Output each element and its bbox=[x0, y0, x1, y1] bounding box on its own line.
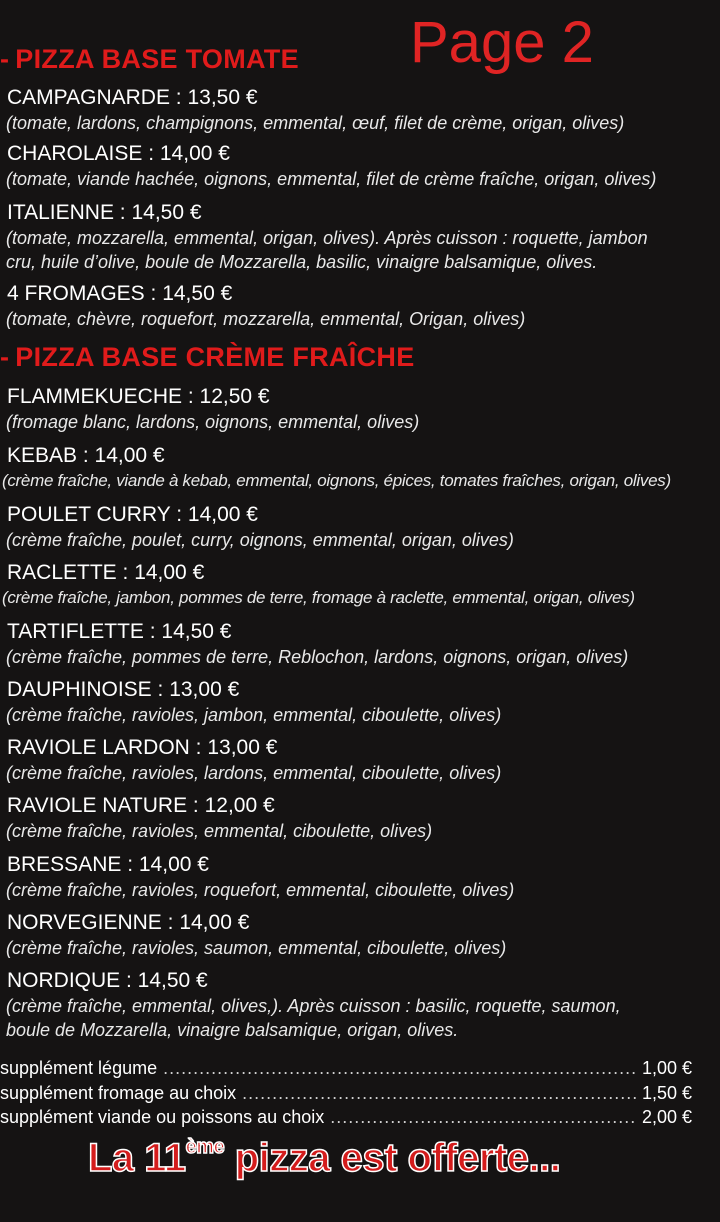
menu-item-raviole-lardon bbox=[0, 735, 720, 785]
page-label: Page 2 bbox=[410, 10, 594, 75]
menu-item-desc: (crème fraîche, ravioles, roquefort, emmental, ciboulette, olives) bbox=[6, 880, 515, 900]
menu-item-desc: (crème fraîche, poulet, curry, oignons, emmental, origan, olives) bbox=[6, 530, 514, 550]
menu-item-nordique bbox=[0, 968, 720, 1042]
supplement-price: 1,50 € bbox=[641, 1083, 692, 1103]
menu-item-name: NORVEGIENNE : 14,00 € bbox=[7, 911, 250, 934]
supplement-row bbox=[0, 1081, 692, 1105]
supplement-row bbox=[0, 1056, 692, 1080]
menu-item-desc: (crème fraîche, ravioles, saumon, emmental, ciboulette, olives) bbox=[6, 938, 507, 958]
menu-item-desc: (crème fraîche, viande à kebab, emmental, oignons, épices, tomates fraîches, origan, olives) bbox=[2, 471, 671, 490]
supplement-price: 1,00 € bbox=[641, 1058, 692, 1078]
menu-item-name: CAMPAGNARDE : 13,50 € bbox=[7, 86, 258, 109]
menu-item-desc: (tomate, viande hachée, oignons, emmental, filet de crème fraîche, origan, olives) bbox=[6, 169, 657, 189]
menu-item-name: TARTIFLETTE : 14,50 € bbox=[7, 620, 232, 643]
menu-item-desc: (crème fraîche, emmental, olives,). Après cuisson : basilic, roquette, saumon, bbox=[6, 996, 621, 1016]
menu-item-name: 4 FROMAGES : 14,50 € bbox=[7, 282, 233, 305]
menu-item-raclette bbox=[0, 560, 720, 610]
menu-item-italienne bbox=[0, 200, 720, 274]
menu-item-name: POULET CURRY : 14,00 € bbox=[7, 503, 258, 526]
promo-banner: La 11ème pizza est offerte... bbox=[88, 1136, 561, 1180]
menu-item-desc: (tomate, lardons, champignons, emmental, œuf, filet de crème, origan, olives) bbox=[6, 113, 625, 133]
menu-item-desc: (crème fraîche, ravioles, lardons, emmental, ciboulette, olives) bbox=[6, 763, 502, 783]
menu-item-desc: (crème fraîche, ravioles, emmental, ciboulette, olives) bbox=[6, 821, 433, 841]
dot-leader bbox=[242, 1081, 636, 1105]
menu-item-campagnarde bbox=[0, 85, 720, 135]
menu-item-name: ITALIENNE : 14,50 € bbox=[7, 201, 202, 224]
dot-leader bbox=[163, 1056, 636, 1080]
menu-item-desc: cru, huile d’olive, boule de Mozzarella, basilic, vinaigre balsamique, olives. bbox=[6, 252, 598, 272]
menu-item-bressane bbox=[0, 852, 720, 902]
dot-leader bbox=[330, 1105, 636, 1129]
menu-item-kebab bbox=[0, 443, 720, 493]
menu-item-poulet-curry bbox=[0, 502, 720, 552]
supplement-row bbox=[0, 1105, 692, 1129]
menu-item-name: RACLETTE : 14,00 € bbox=[7, 561, 205, 584]
menu-item-desc: (crème fraîche, ravioles, jambon, emmental, ciboulette, olives) bbox=[6, 705, 502, 725]
menu-item-desc: (crème fraîche, pommes de terre, Reblochon, lardons, oignons, origan, olives) bbox=[6, 647, 629, 667]
menu-item-raviole-nature bbox=[0, 793, 720, 843]
section-title-tomate: - PIZZA BASE TOMATE bbox=[0, 44, 299, 74]
menu-item-desc: (fromage blanc, lardons, oignons, emmental, olives) bbox=[6, 412, 420, 432]
menu-item-name: NORDIQUE : 14,50 € bbox=[7, 969, 208, 992]
menu-item-norvegienne bbox=[0, 910, 720, 960]
menu-item-charolaise bbox=[0, 141, 720, 191]
menu-item-tartiflette bbox=[0, 619, 720, 669]
menu-item-4-fromages bbox=[0, 281, 720, 331]
menu-item-name: KEBAB : 14,00 € bbox=[7, 444, 165, 467]
menu-item-name: BRESSANE : 14,00 € bbox=[7, 853, 209, 876]
menu-item-desc: (tomate, mozzarella, emmental, origan, olives). Après cuisson : roquette, jambon bbox=[6, 228, 648, 248]
supplement-label: supplément fromage au choix bbox=[0, 1083, 237, 1103]
menu-item-desc: (crème fraîche, jambon, pommes de terre, fromage à raclette, emmental, origan, olives) bbox=[2, 588, 635, 607]
menu-item-flammekueche bbox=[0, 384, 720, 434]
menu-item-name: RAVIOLE LARDON : 13,00 € bbox=[7, 736, 278, 759]
supplement-label: supplément légume bbox=[0, 1058, 158, 1078]
section-title-creme: - PIZZA BASE CRÈME FRAÎCHE bbox=[0, 342, 415, 372]
menu-item-name: DAUPHINOISE : 13,00 € bbox=[7, 678, 240, 701]
supplement-label: supplément viande ou poissons au choix bbox=[0, 1107, 325, 1127]
menu-item-desc: boule de Mozzarella, vinaigre balsamique, origan, olives. bbox=[6, 1020, 459, 1040]
menu-item-dauphinoise bbox=[0, 677, 720, 727]
menu-item-name: RAVIOLE NATURE : 12,00 € bbox=[7, 794, 275, 817]
menu-item-desc: (tomate, chèvre, roquefort, mozzarella, emmental, Origan, olives) bbox=[6, 309, 526, 329]
menu-item-name: CHAROLAISE : 14,00 € bbox=[7, 142, 230, 165]
menu-item-name: FLAMMEKUECHE : 12,50 € bbox=[7, 385, 270, 408]
supplement-price: 2,00 € bbox=[641, 1107, 692, 1127]
